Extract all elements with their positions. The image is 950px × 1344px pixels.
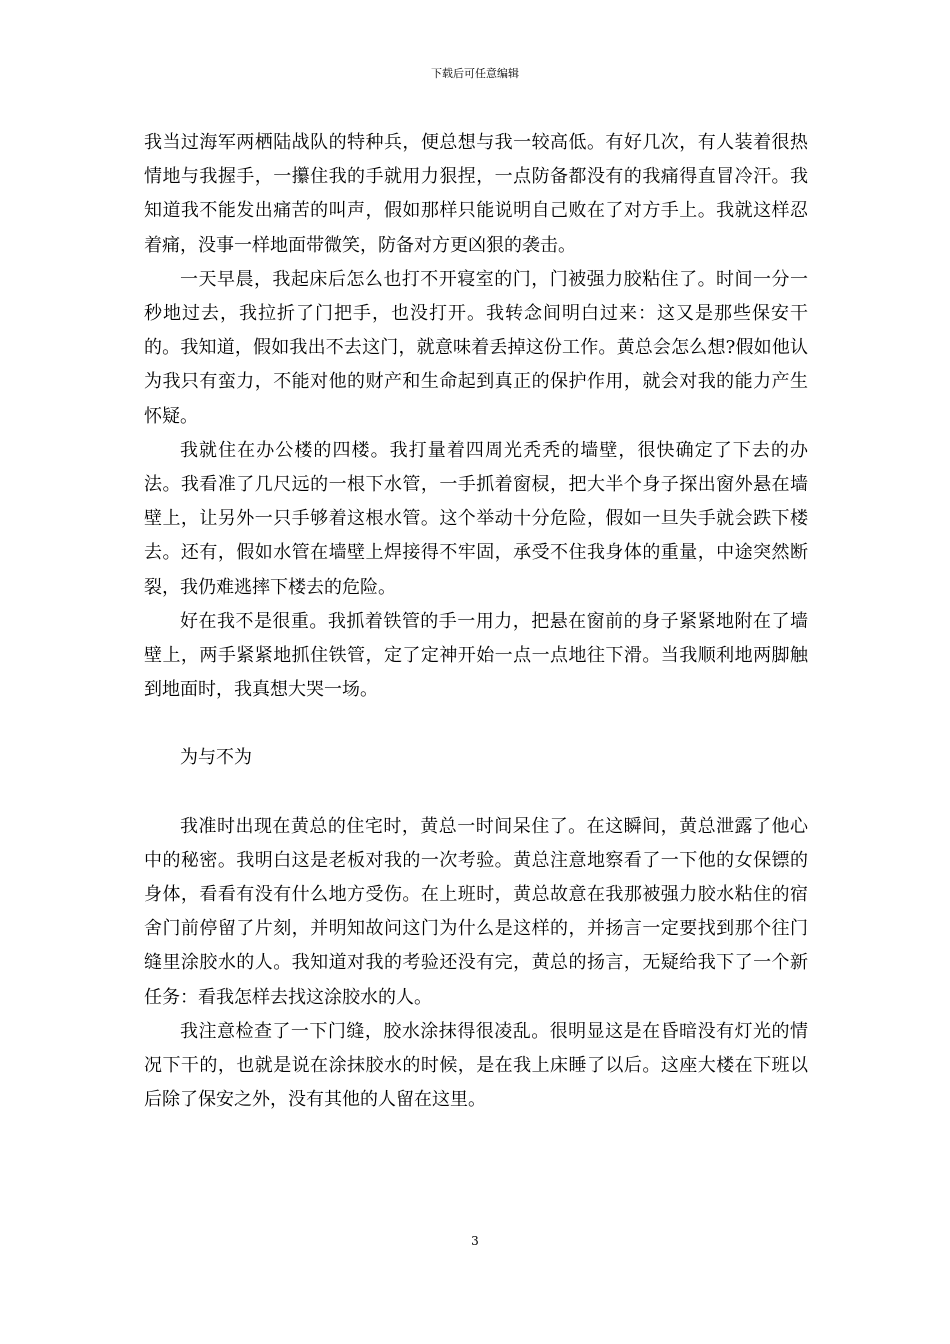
paragraph: 我就住在办公楼的四楼。我打量着四周光秃秃的墙壁，很快确定了下去的办法。我看准了几尺远的一根下水管，一手抓着窗棂，把大半个身子探出窗外悬在墙壁上，让另外一只手够着这根水管。这个举动十分危险，假如一旦失手就会跌下楼去。还有，假如水管在墙壁上焊接得不牢固，承受不住我身体的重量，中途突然断裂，我仍难逃摔下楼去的危险。: [144, 439, 808, 598]
paragraph: 好在我不是很重。我抓着铁管的手一用力，把悬在窗前的身子紧紧地附在了墙壁上，两手紧紧地抓住铁管，定了定神开始一点一点地往下滑。当我顺利地两脚触到地面时，我真想大哭一场。: [144, 610, 808, 701]
paragraph: 我准时出现在黄总的住宅时，黄总一时间呆住了。在这瞬间，黄总泄露了他心中的秘密。我明白这是老板对我的一次考验。黄总注意地察看了一下他的女保镖的身体，看看有没有什么地方受伤。在上班时，黄总故意在我那被强力胶水粘住的宿舍门前停留了片刻，并明知故问这门为什么是这样的，并扬言一定要找到那个往门缝里涂胶水的人。我知道对我的考验还没有完，黄总的扬言，无疑给我下了一个新任务：看我怎样去找这涂胶水的人。: [144, 815, 808, 1008]
document-body: [144, 126, 808, 1117]
section-heading: 为与不为: [180, 747, 252, 769]
paragraph: 我注意检查了一下门缝，胶水涂抹得很凌乱。很明显这是在昏暗没有灯光的情况下干的，也就是说在涂抹胶水的时候，是在我上床睡了以后。这座大楼在下班以后除了保安之外，没有其他的人留在这里。: [144, 1020, 808, 1111]
page-number: 3: [471, 1234, 479, 1248]
page-header: 下载后可任意编辑: [431, 67, 519, 80]
paragraph-continued: 我当过海军两栖陆战队的特种兵，便总想与我一较高低。有好几次，有人装着很热情地与我握手，一攥住我的手就用力狠捏，一点防备都没有的我痛得直冒冷汗。我知道我不能发出痛苦的叫声，假如那样只能说明自己败在了对方手上。我就这样忍着痛，没事一样地面带微笑，防备对方更凶狠的袭击。: [144, 132, 808, 256]
paragraph: 一天早晨，我起床后怎么也打不开寝室的门，门被强力胶粘住了。时间一分一秒地过去，我拉折了门把手，也没打开。我转念间明白过来：这又是那些保安干的。我知道，假如我出不去这门，就意味着丢掉这份工作。黄总会怎么想?假如他认为我只有蛮力，不能对他的财产和生命起到真正的保护作用，就会对我的能力产生怀疑。: [144, 268, 808, 427]
